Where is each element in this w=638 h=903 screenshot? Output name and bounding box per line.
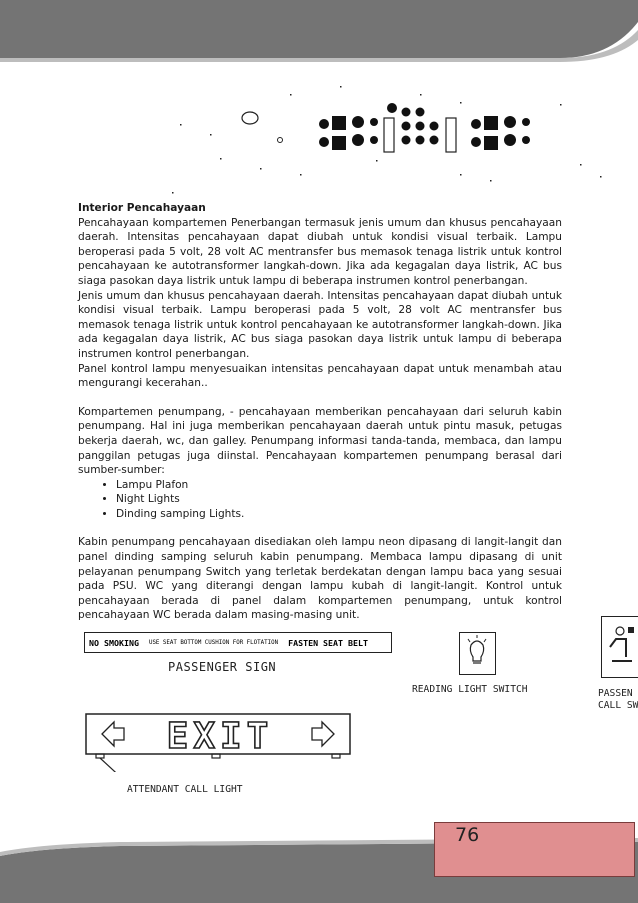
seat-cushion-label: USE SEAT BOTTOM CUSHION FOR FLOTATION xyxy=(148,639,279,646)
passenger-call-switch-caption: PASSEN CALL SW xyxy=(598,688,638,711)
section-heading: Interior Pencahayaan xyxy=(78,202,206,214)
reading-light-switch-figure xyxy=(459,632,496,675)
list-item: • Lampu Plafon xyxy=(116,478,562,493)
passenger-call-switch-figure xyxy=(601,616,638,678)
paragraph-1: Pencahayaan kompartemen Penerbangan termasuk jenis umum dan khusus pencahayaan daerah. Intensitas pencahayaan dapat diubah untuk kondisi visual terbaik. Lampu beroperasi pada 5 volt, 28 volt AC mentransfer bus memasok tenaga listrik untuk kontrol pencahayaan ke autotransformer langkah-down. Jika ada kegagalan daya listrik, AC bus siaga pasokan daya listrik untuk lampu di beberapa instrumen kontrol penerbangan. xyxy=(78,216,562,287)
paragraph-2: Jenis umum dan khusus pencahayaan daerah. Intensitas pencahayaan dapat diubah untuk kondisi visual terbaik. Lampu beroperasi pada 5 volt, 28 volt AC mentransfer bus memasok tenaga listrik untuk kontrol pencahayaan ke autotransformer langkah-down. Jika ada kegagalan daya listrik, AC bus siaga pasokan daya listrik untuk lampu di beberapa instrumen kontrol penerbangan. xyxy=(78,289,562,360)
paragraph-4: Kompartemen penumpang, - pencahayaan memberikan pencahayaan dari seluruh kabin penumpang. Hal ini juga memberikan pencahayaan daerah untuk pintu masuk, petugas bekerja daerah, wc, dan galley. Penumpang informasi tanda-tanda, membaca, dan lampu panggilan petugas juga diinstal. Pencahayaan kompartemen penumpang berasal dari sumber-sumber: xyxy=(78,405,562,477)
cabin-lighting-diagram xyxy=(160,84,620,204)
paragraph-3: Panel kontrol lampu menyesuaikan intensitas pencahayaan dapat untuk menambah atau mengurangi kecerahan.. xyxy=(78,362,562,390)
reading-light-switch-caption: READING LIGHT SWITCH xyxy=(412,684,528,695)
attendant-call-icon xyxy=(602,617,638,675)
page-number: 76 xyxy=(455,824,480,846)
paragraph-5: Kabin penumpang pencahayaan disediakan oleh lampu neon dipasang di langit-langit dan panel dinding samping seluruh kabin penumpang. Membaca lampu dipasang di unit pelayanan penumpang Switch yang terletak berdekatan dengan lampu baca yang sesuai pada PSU. WC yang diterangi dengan lampu kubah di langit-langit. Kontrol untuk pencahayaan berada di panel dalam kompartemen penumpang, untuk kontrol pencahayaan WC berada dalam masing-masing unit. xyxy=(78,536,562,622)
fasten-seat-belt-label: FASTEN SEAT BELT xyxy=(288,637,369,648)
list-item: • Night Lights xyxy=(116,492,562,507)
top-decorative-band xyxy=(0,0,638,62)
document-body xyxy=(78,201,562,623)
attendant-call-light-caption: ATTENDANT CALL LIGHT xyxy=(127,784,243,795)
no-smoking-label: NO SMOKING xyxy=(89,637,139,648)
exit-word: EXIT xyxy=(166,716,274,757)
list-item: • Dinding samping Lights. xyxy=(116,507,562,522)
passenger-sign-caption: PASSENGER SIGN xyxy=(168,660,277,674)
lightbulb-icon xyxy=(460,633,494,673)
passenger-sign-panel xyxy=(84,632,392,653)
light-source-list xyxy=(78,478,562,522)
